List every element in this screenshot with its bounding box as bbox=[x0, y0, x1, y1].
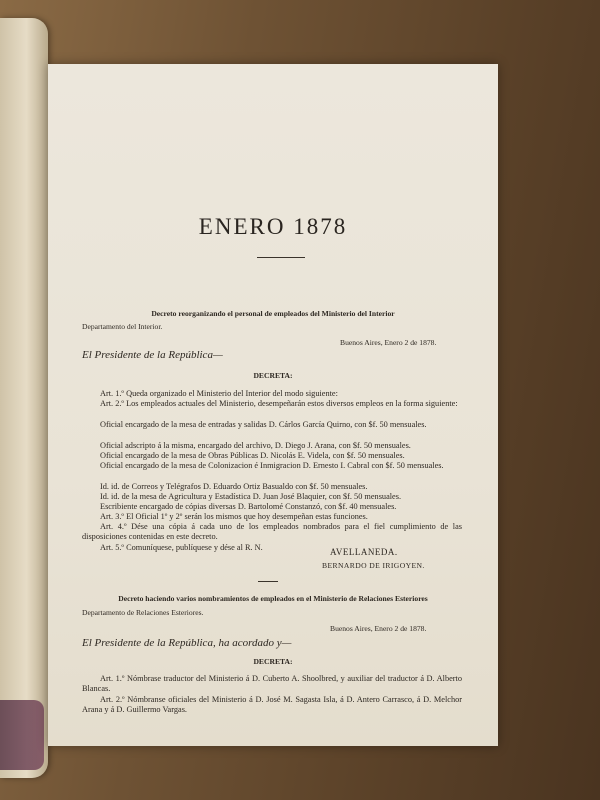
decree1-para: Oficial encargado de la mesa de entradas y salidas D. Cárlos García Quirno, con $f. 50 mensuales. bbox=[100, 420, 427, 429]
decree1-preamble: El Presidente de la República— bbox=[82, 349, 223, 361]
decree1-title: Decreto reorganizando el personal de empleados del Ministerio del Interior bbox=[151, 309, 395, 318]
decree2-date: Buenos Aires, Enero 2 de 1878. bbox=[330, 624, 427, 633]
decree2-department: Departamento de Relaciones Esteriores. bbox=[82, 608, 204, 617]
decree2-para: Art. 1.º Nómbrase traductor del Ministerio á D. Cuberto A. Shoolbred, y auxiliar del traductor á D. Alberto Blancas. bbox=[82, 674, 462, 694]
decree2-decreta: DECRETA: bbox=[253, 657, 293, 666]
decree1-para: Escribiente encargado de cópias diversas D. Bartolomé Constanzó, con $f. 40 mensuales. bbox=[100, 502, 397, 511]
left-page-edge bbox=[0, 18, 48, 778]
decree1-para: Art. 1.º Queda organizado el Ministerio del Interior del modo siguiente: bbox=[100, 389, 338, 398]
headline-rule bbox=[257, 257, 305, 258]
decree1-para: Art. 2.º Los empleados actuales del Ministerio, desempeñarán estos diversos empleos en la forma siguiente: bbox=[100, 399, 458, 408]
book-page bbox=[48, 64, 498, 746]
decree1-para: Id. id. de Correos y Telégrafos D. Eduardo Ortiz Basualdo con $f. 50 mensuales. bbox=[100, 482, 368, 491]
decree1-signature-minister: BERNARDO DE IRIGOYEN. bbox=[322, 561, 425, 570]
decree1-para: Art. 5.º Comuníquese, publíquese y dése al R. N. bbox=[100, 543, 263, 552]
decree2-para: Art. 2.º Nómbranse oficiales del Ministerio á D. José M. Sagasta Isla, á D. Antero Carrasco, á D. Melchor Arana y á D. Guillermo Vargas. bbox=[82, 695, 462, 715]
book-binding bbox=[0, 700, 44, 770]
decree1-para: Oficial encargado de la mesa de Colonizacion é Inmigracion D. Ernesto I. Cabral con $f. 50 mensuales. bbox=[100, 461, 444, 470]
section-divider bbox=[258, 581, 278, 582]
page-headline: ENERO 1878 bbox=[198, 214, 348, 239]
decree1-para: Art. 3.º El Oficial 1º y 2º serán los mismos que hoy desempeñan estas funciones. bbox=[100, 512, 368, 521]
decree1-para: Oficial encargado de la mesa de Obras Públicas D. Nicolás E. Videla, con $f. 50 mensuales. bbox=[100, 451, 405, 460]
decree1-para: Art. 4.º Dése una cópia á cada uno de los empleados nombrados para el fiel cumplimiento de las disposiciones contenidas en este decreto. bbox=[82, 522, 462, 542]
decree1-para: Oficial adscripto á la misma, encargado del archivo, D. Diego J. Arana, con $f. 50 mensuales. bbox=[100, 441, 411, 450]
decree2-preamble: El Presidente de la República, ha acordado y— bbox=[82, 637, 292, 649]
decree1-signature-president: AVELLANEDA. bbox=[330, 547, 398, 557]
decree2-title: Decreto haciendo varios nombramientos de empleados en el Ministerio de Relaciones Esteriores bbox=[118, 594, 428, 603]
decree1-para: Id. id. de la mesa de Agricultura y Estadística D. Juan José Blaquier, con $f. 50 mensuales. bbox=[100, 492, 402, 501]
decree1-date: Buenos Aires, Enero 2 de 1878. bbox=[340, 338, 437, 347]
decree1-decreta: DECRETA: bbox=[253, 371, 293, 380]
decree1-department: Departamento del Interior. bbox=[82, 322, 163, 331]
